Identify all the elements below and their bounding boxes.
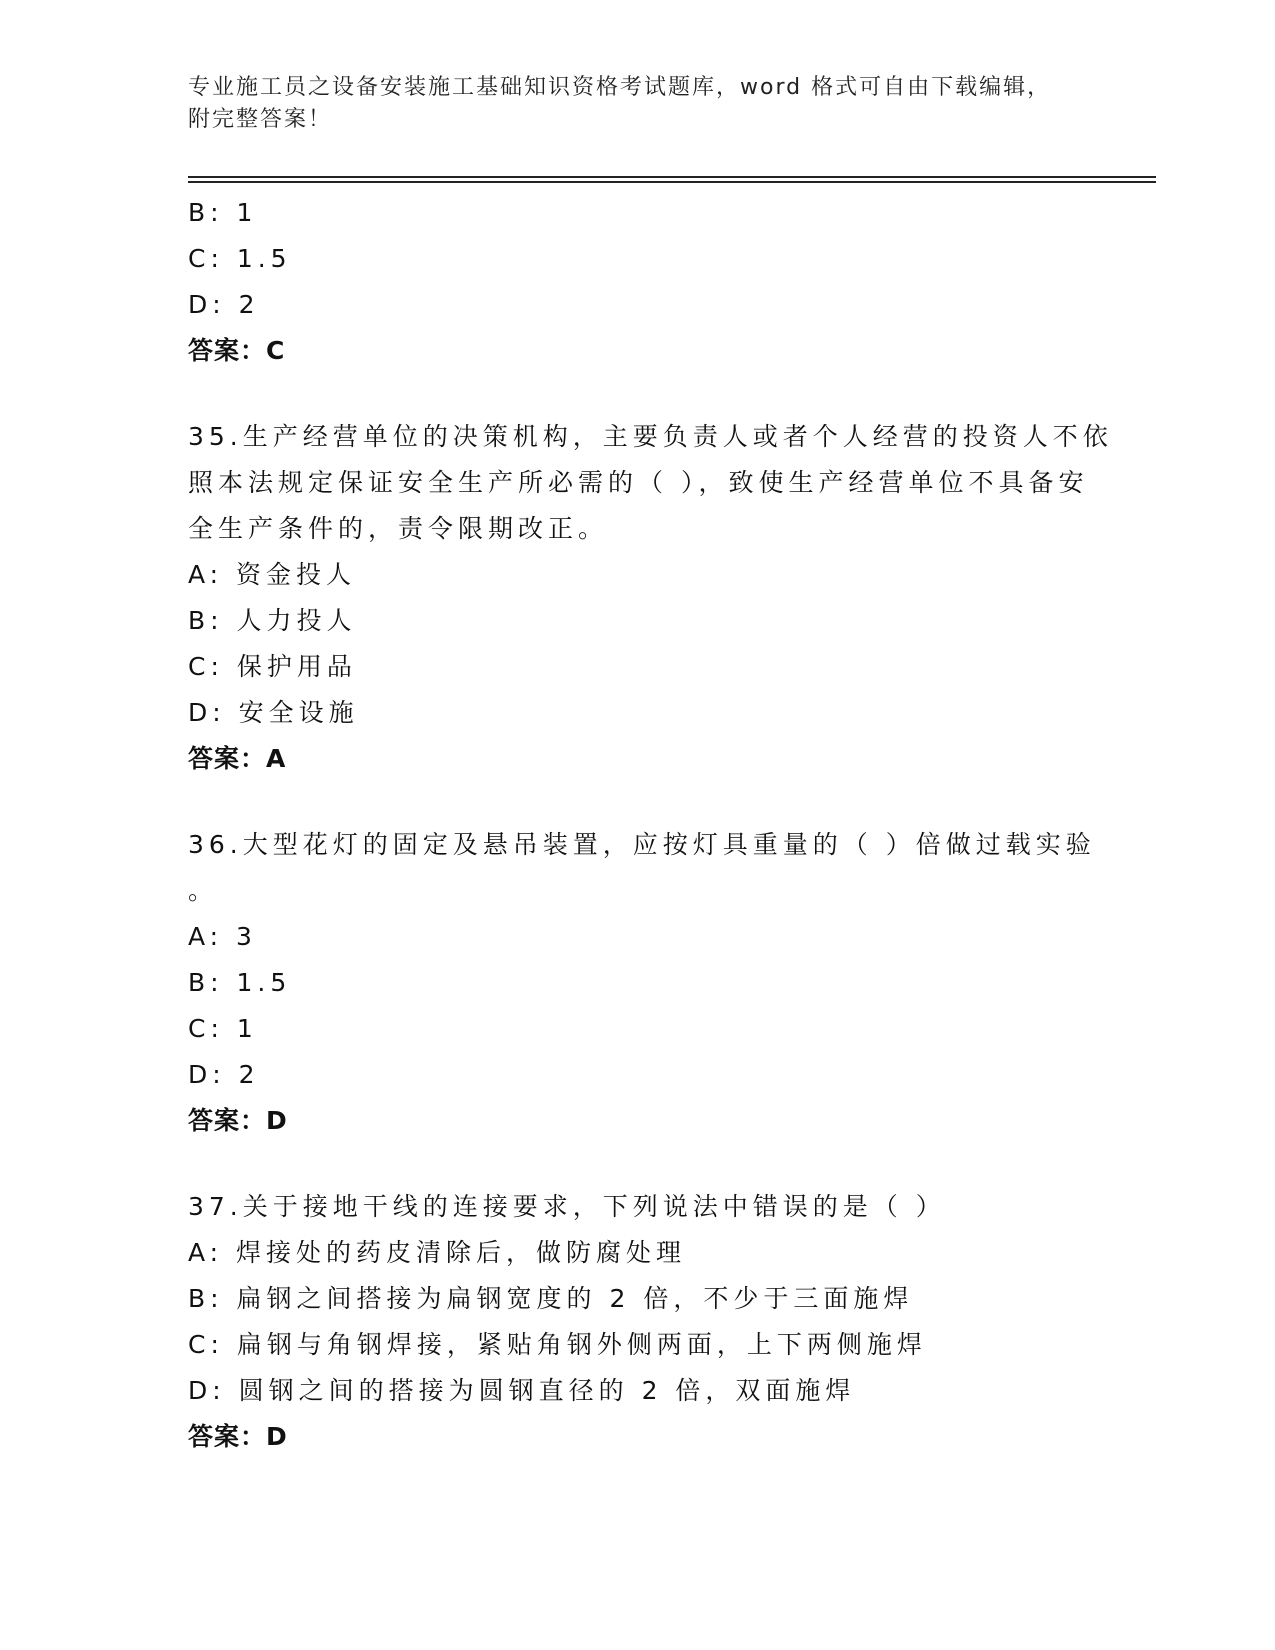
header-line-2: 附完整答案！ bbox=[188, 107, 333, 132]
option-a: A: 3 bbox=[188, 922, 257, 951]
option-c: C: 保护用品 bbox=[188, 652, 357, 681]
option-d: D: 安全设施 bbox=[188, 698, 359, 727]
spacer bbox=[188, 782, 1088, 822]
question-stem-line: 35.生产经营单位的决策机构，主要负责人或者个人经营的投资人不依 bbox=[188, 422, 1113, 451]
spacer bbox=[188, 374, 1088, 414]
question-stem-line: 36.大型花灯的固定及悬吊装置，应按灯具重量的（ ）倍做过载实验 bbox=[188, 830, 1096, 859]
question-stem-line: 37.关于接地干线的连接要求，下列说法中错误的是（ ） bbox=[188, 1192, 946, 1221]
answer-line: 答案：C bbox=[188, 336, 286, 365]
question-stem-line: 全生产条件的，责令限期改正。 bbox=[188, 514, 609, 543]
question-stem-line: 。 bbox=[188, 876, 219, 905]
option-d: D: 圆钢之间的搭接为圆钢直径的 2 倍，双面施焊 bbox=[188, 1376, 856, 1405]
option-c: C: 1.5 bbox=[188, 244, 292, 273]
header-divider-bottom bbox=[188, 181, 1156, 183]
question-stem-line: 照本法规定保证安全生产所必需的（ ），致使生产经营单位不具备安 bbox=[188, 468, 1089, 497]
question-34-continued bbox=[188, 190, 1088, 374]
option-c: C: 扁钢与角钢焊接，紧贴角钢外侧两面，上下两侧施焊 bbox=[188, 1330, 927, 1359]
option-a: A: 资金投人 bbox=[188, 560, 357, 589]
header-divider-top bbox=[188, 176, 1156, 178]
question-35 bbox=[188, 414, 1113, 782]
answer-line: 答案：D bbox=[188, 1106, 288, 1135]
option-b: B: 1 bbox=[188, 198, 258, 227]
answer-line: 答案：D bbox=[188, 1422, 288, 1451]
document-header bbox=[188, 72, 1068, 136]
question-36 bbox=[188, 822, 1096, 1144]
header-line-1: 专业施工员之设备安装施工基础知识资格考试题库，word 格式可自由下载编辑， bbox=[188, 75, 1052, 100]
option-b: B: 扁钢之间搭接为扁钢宽度的 2 倍，不少于三面施焊 bbox=[188, 1284, 914, 1313]
question-list bbox=[188, 190, 1113, 1460]
option-b: B: 人力投人 bbox=[188, 606, 357, 635]
answer-line: 答案：A bbox=[188, 744, 287, 773]
option-b: B: 1.5 bbox=[188, 968, 292, 997]
option-d: D: 2 bbox=[188, 290, 260, 319]
option-c: C: 1 bbox=[188, 1014, 258, 1043]
spacer bbox=[188, 1144, 1088, 1184]
option-a: A: 焊接处的药皮清除后，做防腐处理 bbox=[188, 1238, 687, 1267]
option-d: D: 2 bbox=[188, 1060, 260, 1089]
question-37 bbox=[188, 1184, 1088, 1460]
